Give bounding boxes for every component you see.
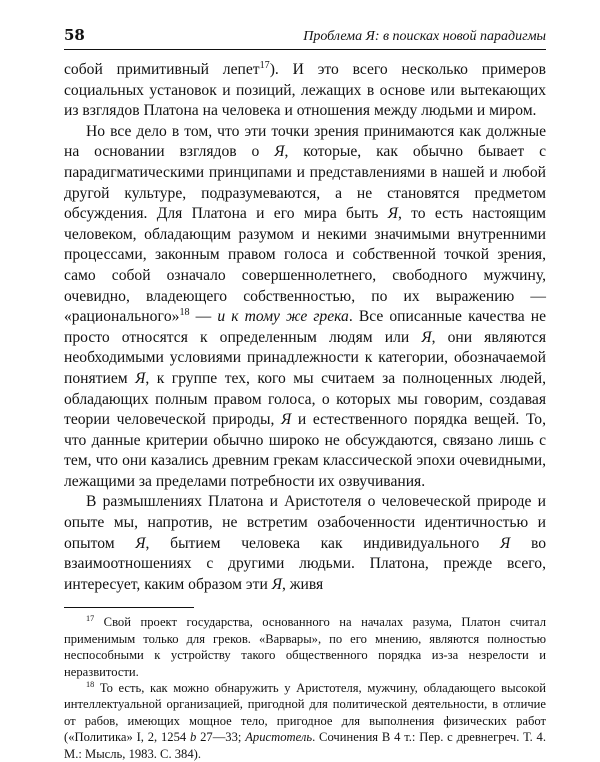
footnote-18: $^{18}$ То есть, как можно обнаружить у Аристотеля, мужчину, обладающего высокой интеллектуальной организацией, пригодной для политической деятельности, в отличие от рабов, имеющих мощное тело, пригодное для выполнения физических работ («Политика» I, 2, 1254 b 27—33; Аристотель. Сочинения В 4 т.: Пер. с древнегреч. Т. 4. М.: Мысль, 1983. С. 384). <box>64 679 547 761</box>
footnote-17: $^{17}$ Свой проект государства, основанного на началах разума, Платон считал применимым только для греков. «Варвары», по его мнению, являются полностью неспособными к устройству такого общественного порядка из-за незрелости и неразвитости. <box>64 614 546 679</box>
footnotes <box>64 614 546 762</box>
running-header <box>64 26 546 50</box>
footnote-divider <box>64 607 194 608</box>
footnote-number: 17 <box>86 614 95 624</box>
paragraph-1: собой примитивный лепет$^{17}$). И это всего несколько примеров социальных установок и позиций, лежащих в основе или вытекающих из взглядов Платона на человека и отношения между людьми и миром. <box>64 59 546 120</box>
footnote-number: 18 <box>86 679 95 689</box>
main-text <box>64 60 546 595</box>
footnote-ref-17[interactable]: 17 <box>259 59 270 71</box>
page-number: 58 <box>64 26 85 44</box>
paragraph-2: Но все дело в том, что эти точки зрения принимаются как должные на основании взглядов о Я, которые, как обычно бывает с парадигматическими принципами и представлениями в нашей и любой другой культуре, подразумеваются, а не становятся предметом обсуждения. Для Платона и его мира быть Я, то есть настоящим человеком, обладающим разумом и некими значимыми внутренними процессами, законным правом голоса и собственной точкой зрения, само собой означало совершеннолетнего, свободного мужчину, очевидно, владеющего собственностью, по их выражению — «рациональногo»$^{18}$ — и к тому же грека. Все описанные качества не просто относятся к определенным людям или Я, они являются необходимыми условиями принадлежности к категории, обозначаемой понятием Я, к группе тех, кого мы считаем за полноценных людей, обладающих полным правом голоса, о которых мы говорим, создавая теории человеческой природы, Я и естественного порядка вещей. То, что данные критерии обычно широко не обсуждаются, связано лишь с тем, что они казались древним грекам классической эпохи очевидными, лежащими за пределами потребности их озвучивания. <box>64 122 547 490</box>
footnote-ref-18[interactable]: 18 <box>179 306 190 318</box>
running-title: Проблема Я: в поисках новой парадигмы <box>303 29 546 44</box>
paragraph-3: В размышлениях Платона и Аристотеля о человеческой природе и опыте мы, напротив, не встретим озабоченности идентичностью и опытом Я, бытием человека как индивидуального Я во взаимоотношениях с другими людьми. Платона, прежде всего, интересует, каким образом эти Я, живя <box>64 493 547 593</box>
